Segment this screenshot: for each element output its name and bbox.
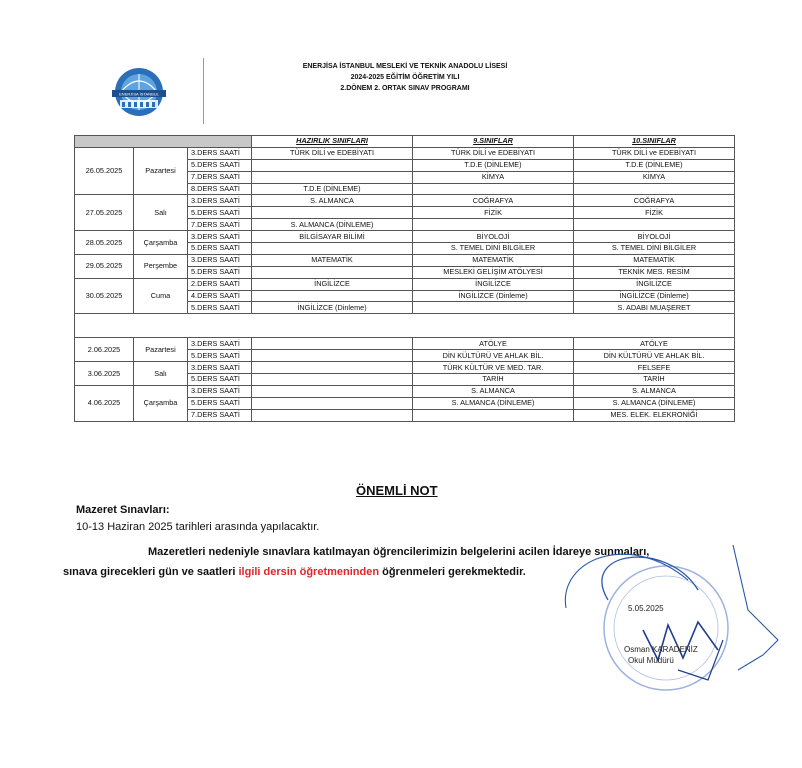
exam-subject	[252, 338, 413, 350]
exam-subject: KİMYA	[413, 171, 574, 183]
logo-text: ENERJİSA İSTANBUL	[119, 91, 159, 97]
lesson-slot: 5.DERS SAATİ	[188, 207, 252, 219]
exam-subject: İNGİLİZCE (Dinleme)	[252, 302, 413, 314]
exam-subject: TÜRK DİLİ ve EDEBİYATI	[413, 147, 574, 159]
exam-subject: S. ADABI MUAŞERET	[574, 302, 735, 314]
table-row	[75, 362, 735, 374]
signature-name: Osman KARADENİZ	[624, 645, 698, 654]
exam-schedule-table	[74, 135, 735, 422]
exam-subject	[413, 302, 574, 314]
exam-subject: BİYOLOJİ	[574, 231, 735, 243]
para2-start: sınava girecekleri gün ve saatleri	[63, 566, 239, 578]
exam-subject	[413, 409, 574, 421]
lesson-slot: 3.DERS SAATİ	[188, 338, 252, 350]
exam-subject: S. TEMEL DİNİ BİLGİLER	[413, 243, 574, 255]
schedule-body	[75, 147, 735, 421]
signature-title: Okul Müdürü	[628, 656, 674, 665]
school-logo	[108, 66, 170, 120]
exam-day: Salı	[134, 195, 188, 231]
exam-subject	[252, 385, 413, 397]
exam-subject	[252, 397, 413, 409]
exam-subject: İNGİLİZCE (Dinleme)	[413, 290, 574, 302]
exam-subject	[252, 207, 413, 219]
week-separator-cell	[75, 314, 735, 338]
exam-date: 2.06.2025	[75, 338, 134, 362]
exam-subject: KİMYA	[574, 171, 735, 183]
exam-subject: S. ALMANCA	[252, 195, 413, 207]
exam-subject: S. ALMANCA	[413, 385, 574, 397]
exam-day: Perşembe	[134, 254, 188, 278]
exam-subject: BİYOLOJİ	[413, 231, 574, 243]
exam-date: 26.05.2025	[75, 147, 134, 195]
exam-subject	[574, 183, 735, 195]
lesson-slot: 3.DERS SAATİ	[188, 147, 252, 159]
header-divider	[203, 58, 204, 124]
exam-subject: İNGİLİZCE	[574, 278, 735, 290]
exam-day: Pazartesi	[134, 338, 188, 362]
exam-subject: FİZİK	[574, 207, 735, 219]
lesson-slot: 4.DERS SAATİ	[188, 290, 252, 302]
signature-date: 5.05.2025	[628, 604, 664, 613]
col-10: 10.SINIFLAR	[574, 136, 735, 148]
lesson-slot: 7.DERS SAATİ	[188, 409, 252, 421]
lesson-slot: 5.DERS SAATİ	[188, 243, 252, 255]
exam-subject	[252, 350, 413, 362]
exam-subject: FELSEFE	[574, 362, 735, 374]
table-row	[75, 231, 735, 243]
exam-date: 30.05.2025	[75, 278, 134, 314]
important-note-title: ÖNEMLİ NOT	[356, 483, 438, 498]
exam-subject: TÜRK DİLİ ve EDEBİYATI	[252, 147, 413, 159]
exam-day: Salı	[134, 362, 188, 386]
exam-subject: BİLGİSAYAR BİLİMİ	[252, 231, 413, 243]
table-header-row	[75, 136, 735, 148]
exam-subject	[413, 219, 574, 231]
exam-subject: DİN KÜLTÜRÜ VE AHLAK BİL.	[413, 350, 574, 362]
header-blank	[75, 136, 252, 148]
lesson-slot: 5.DERS SAATİ	[188, 350, 252, 362]
exam-subject: COĞRAFYA	[574, 195, 735, 207]
exam-subject: COĞRAFYA	[413, 195, 574, 207]
exam-subject: FİZİK	[413, 207, 574, 219]
exam-date: 3.06.2025	[75, 362, 134, 386]
lesson-slot: 5.DERS SAATİ	[188, 302, 252, 314]
exam-subject: TARİH	[574, 374, 735, 386]
table-row	[75, 385, 735, 397]
exam-subject: MATEMATİK	[413, 254, 574, 266]
exam-subject	[252, 243, 413, 255]
table-row	[75, 195, 735, 207]
exam-date: 27.05.2025	[75, 195, 134, 231]
program-title: 2.DÖNEM 2. ORTAK SINAV PROGRAMI	[340, 85, 470, 92]
lesson-slot: 2.DERS SAATİ	[188, 278, 252, 290]
exam-subject: TÜRK DİLİ ve EDEBİYATI	[574, 147, 735, 159]
exam-date: 28.05.2025	[75, 231, 134, 255]
note-paragraph-2	[63, 566, 526, 578]
exam-subject: S. ALMANCA (DİNLEME)	[574, 397, 735, 409]
document-header	[240, 61, 570, 94]
exam-subject	[252, 266, 413, 278]
exam-date: 29.05.2025	[75, 254, 134, 278]
exam-subject: ATÖLYE	[574, 338, 735, 350]
lesson-slot: 3.DERS SAATİ	[188, 195, 252, 207]
school-name: ENERJİSA İSTANBUL MESLEKİ VE TEKNİK ANADOLU LİSESİ	[302, 63, 508, 70]
exam-subject: T.D.E (DİNLEME)	[413, 159, 574, 171]
exam-day: Cuma	[134, 278, 188, 314]
exam-day: Çarşamba	[134, 231, 188, 255]
lesson-slot: 3.DERS SAATİ	[188, 254, 252, 266]
exam-subject: İNGİLİZCE (Dinleme)	[574, 290, 735, 302]
exam-subject	[574, 219, 735, 231]
mazeret-text: 10-13 Haziran 2025 tarihleri arasında yapılacaktır.	[76, 521, 320, 533]
exam-date: 4.06.2025	[75, 385, 134, 421]
lesson-slot: 3.DERS SAATİ	[188, 362, 252, 374]
exam-day: Pazartesi	[134, 147, 188, 195]
exam-subject: MATEMATİK	[252, 254, 413, 266]
exam-subject	[252, 159, 413, 171]
exam-subject: S. ALMANCA (DİNLEME)	[413, 397, 574, 409]
para2-highlight: ilgili dersin öğretmeninden	[238, 566, 380, 578]
lesson-slot: 7.DERS SAATİ	[188, 219, 252, 231]
table-row	[75, 147, 735, 159]
lesson-slot: 3.DERS SAATİ	[188, 231, 252, 243]
exam-subject: ATÖLYE	[413, 338, 574, 350]
exam-subject: MESLEKİ GELİŞİM ATÖLYESİ	[413, 266, 574, 278]
exam-subject	[252, 374, 413, 386]
exam-subject: TARİH	[413, 374, 574, 386]
mazeret-title: Mazeret Sınavları:	[76, 504, 170, 516]
exam-subject	[252, 409, 413, 421]
exam-subject: S. ALMANCA (DİNLEME)	[252, 219, 413, 231]
col-9: 9.SINIFLAR	[413, 136, 574, 148]
table-row	[75, 254, 735, 266]
exam-subject	[413, 183, 574, 195]
exam-subject	[252, 290, 413, 302]
lesson-slot: 5.DERS SAATİ	[188, 374, 252, 386]
lesson-slot: 5.DERS SAATİ	[188, 397, 252, 409]
exam-subject: İNGİLİZCE	[252, 278, 413, 290]
exam-subject: S. ALMANCA	[574, 385, 735, 397]
lesson-slot: 3.DERS SAATİ	[188, 385, 252, 397]
para2-end: öğrenmeleri gerekmektedir.	[379, 566, 526, 578]
exam-subject	[252, 171, 413, 183]
lesson-slot: 5.DERS SAATİ	[188, 266, 252, 278]
note-paragraph-1: Mazeretleri nedeniyle sınavlara katılmayan öğrencilerimizin belgelerini acilen İdareye sunmaları,	[148, 546, 650, 558]
table-row	[75, 338, 735, 350]
exam-day: Çarşamba	[134, 385, 188, 421]
exam-subject: MES. ELEK. ELEKRONİĞİ	[574, 409, 735, 421]
exam-subject: TEKNİK MES. RESİM	[574, 266, 735, 278]
lesson-slot: 7.DERS SAATİ	[188, 171, 252, 183]
col-hazirlik: HAZIRLIK SINIFLARI	[252, 136, 413, 148]
academic-year: 2024-2025 EĞİTİM ÖĞRETİM YILI	[350, 74, 460, 81]
exam-subject: MATEMATİK	[574, 254, 735, 266]
exam-subject: İNGİLİZCE	[413, 278, 574, 290]
exam-subject: T.D.E (DİNLEME)	[252, 183, 413, 195]
table-row	[75, 278, 735, 290]
exam-subject: T.D.E (DİNLEME)	[574, 159, 735, 171]
lesson-slot: 5.DERS SAATİ	[188, 159, 252, 171]
exam-subject	[252, 362, 413, 374]
exam-subject: TÜRK KÜLTÜR VE MED. TAR.	[413, 362, 574, 374]
week-separator	[75, 314, 735, 338]
exam-subject: DİN KÜLTÜRÜ VE AHLAK BİL.	[574, 350, 735, 362]
exam-subject: S. TEMEL DİNİ BİLGİLER	[574, 243, 735, 255]
lesson-slot: 8.DERS SAATİ	[188, 183, 252, 195]
